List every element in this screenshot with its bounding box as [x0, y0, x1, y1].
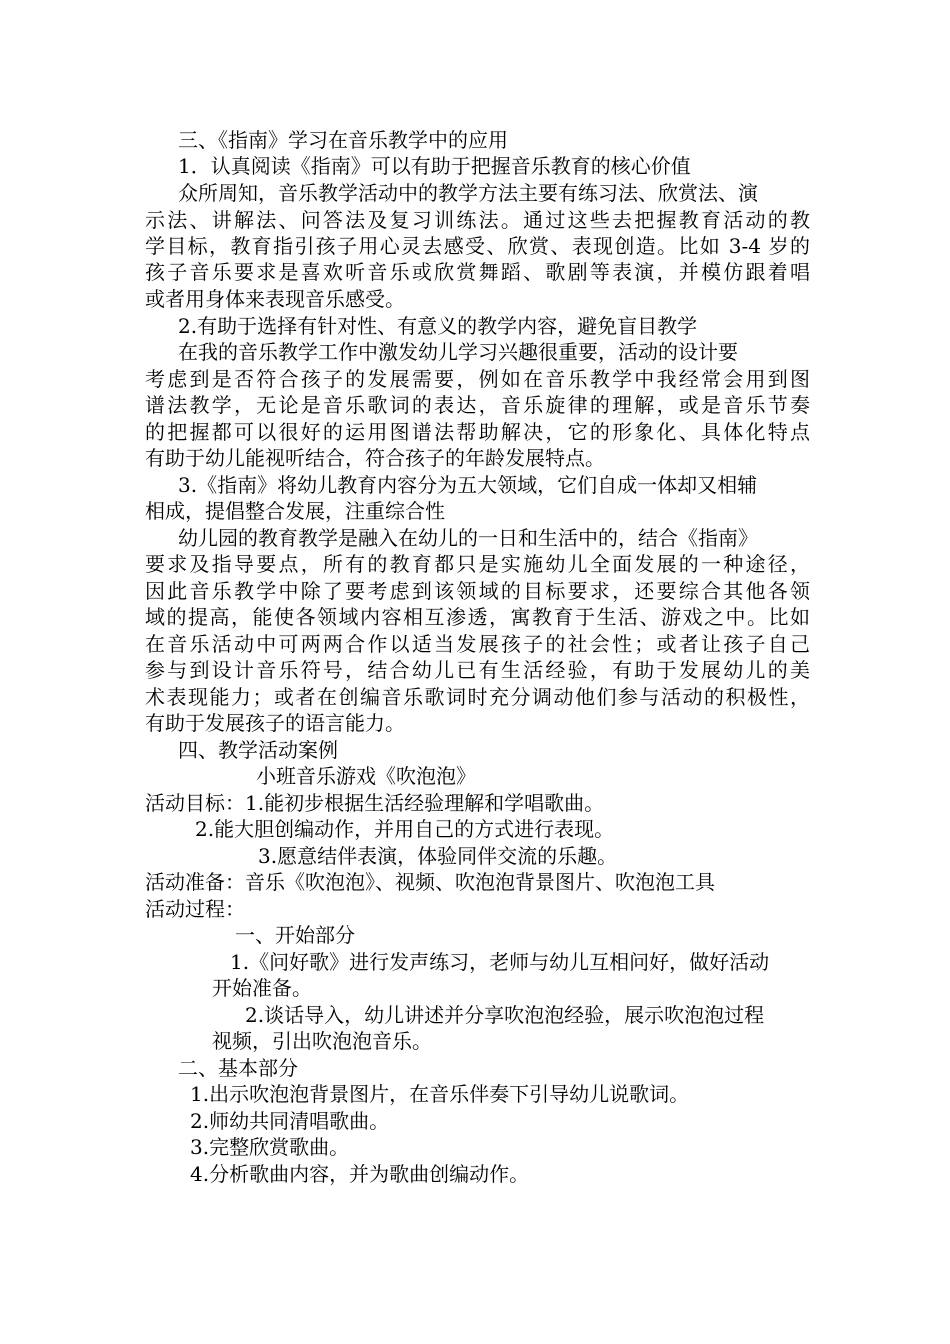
- activity-preparation: 活动准备：音乐《吹泡泡》、视频、吹泡泡背景图片、吹泡泡工具: [145, 870, 715, 894]
- paragraph-line: 域的提高，能使各领域内容相互渗透，寓教育于生活、游戏之中。比如: [145, 605, 810, 629]
- paragraph-line: 因此音乐教学中除了要考虑到该领域的目标要求，还要综合其他各领: [145, 579, 810, 603]
- paragraph-line: 的把握都可以很好的运用图谱法帮助解决，它的形象化、具体化特点: [145, 420, 810, 444]
- activity-title: 小班音乐游戏《吹泡泡》: [256, 764, 476, 788]
- paragraph-line: 学目标，教育指引孩子用心灵去感受、欣赏、表现创造。比如 3-4 岁的: [145, 234, 810, 258]
- activity-goal-1: 活动目标：1.能初步根据生活经验理解和学唱歌曲。: [145, 791, 605, 815]
- paragraph-line: 孩子音乐要求是喜欢听音乐或欣赏舞蹈、歌剧等表演，并模仿跟着唱: [145, 260, 810, 284]
- activity-process-label: 活动过程：: [145, 897, 245, 921]
- step-line: 4.分析歌曲内容，并为歌曲创编动作。: [190, 1162, 530, 1186]
- step-line: 视频，引出吹泡泡音乐。: [212, 1029, 432, 1053]
- part-heading-1: 一、开始部分: [235, 923, 355, 947]
- step-line: 1.《问好歌》进行发声练习，老师与幼儿互相问好，做好活动: [230, 950, 770, 974]
- step-line: 1.出示吹泡泡背景图片，在音乐伴奏下引导幼儿说歌词。: [190, 1082, 690, 1106]
- step-line: 2.师幼共同清唱歌曲。: [190, 1109, 390, 1133]
- paragraph-line: 示法、讲解法、问答法及复习训练法。通过这些去把握教育活动的教: [145, 208, 810, 232]
- paragraph-line: 参与到设计音乐符号，结合幼儿已有生活经验，有助于发展幼儿的美: [145, 658, 810, 682]
- section-heading-4: 四、教学活动案例: [178, 738, 338, 762]
- paragraph-line: 要求及指导要点，所有的教育都只是实施幼儿全面发展的一种途径，: [145, 552, 810, 576]
- paragraph-line: 或者用身体来表现音乐感受。: [145, 287, 405, 311]
- paragraph-line: 在我的音乐教学工作中激发幼儿学习兴趣很重要，活动的设计要: [178, 340, 738, 364]
- paragraph-line: 术表现能力；或者在创编音乐歌词时充分调动他们参与活动的积极性，: [145, 685, 810, 709]
- part-heading-2: 二、基本部分: [178, 1056, 298, 1080]
- paragraph-line: 在音乐活动中可两两合作以适当发展孩子的社会性；或者让孩子自己: [145, 632, 810, 656]
- paragraph-line: 幼儿园的教育教学是融入在幼儿的一日和生活中的，结合《指南》: [178, 526, 758, 550]
- activity-goal-2: 2.能大胆创编动作，并用自己的方式进行表现。: [195, 817, 615, 841]
- step-line: 开始准备。: [212, 976, 312, 1000]
- section-heading-3: 三、《指南》学习在音乐教学中的应用: [178, 128, 508, 152]
- step-line: 2.谈话导入，幼儿讲述并分享吹泡泡经验，展示吹泡泡过程: [245, 1003, 765, 1027]
- subheading-3-cont: 相成，提倡整合发展，注重综合性: [145, 499, 445, 523]
- paragraph-line: 考虑到是否符合孩子的发展需要，例如在音乐教学中我经常会用到图: [145, 367, 810, 391]
- paragraph-line: 谱法教学，无论是音乐歌词的表达，音乐旋律的理解，或是音乐节奏: [145, 393, 810, 417]
- paragraph-line: 有助于发展孩子的语言能力。: [145, 711, 405, 735]
- paragraph-line: 众所周知，音乐教学活动中的教学方法主要有练习法、欣赏法、演: [178, 181, 758, 205]
- activity-goal-3: 3.愿意结伴表演，体验同伴交流的乐趣。: [258, 844, 618, 868]
- paragraph-line: 有助于幼儿能视听结合，符合孩子的年龄发展特点。: [145, 446, 605, 470]
- subheading-2: 2.有助于选择有针对性、有意义的教学内容，避免盲目教学: [178, 314, 698, 338]
- step-line: 3.完整欣赏歌曲。: [190, 1135, 350, 1159]
- subheading-1: 1．认真阅读《指南》可以有助于把握音乐教育的核心价值: [178, 154, 691, 178]
- subheading-3: 3.《指南》将幼儿教育内容分为五大领域，它们自成一体却又相辅: [178, 473, 758, 497]
